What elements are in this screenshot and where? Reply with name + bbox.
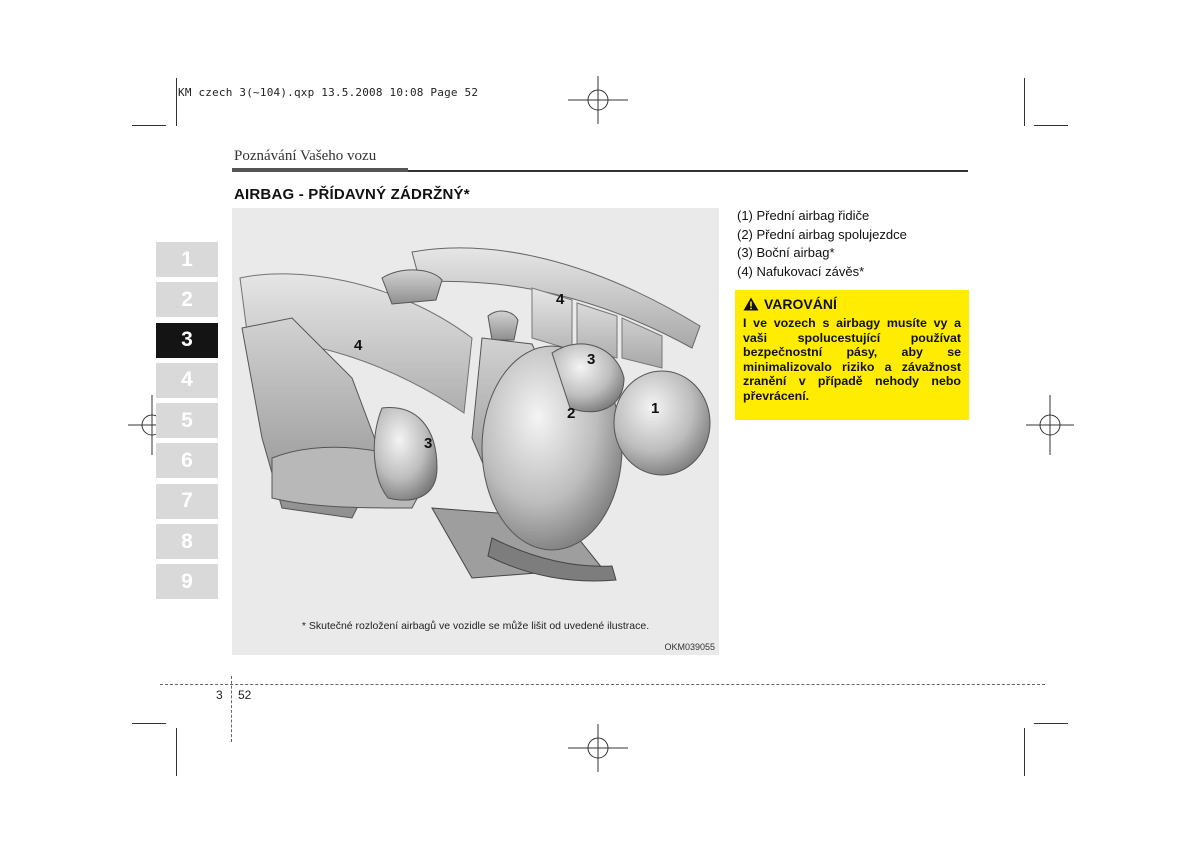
crop-mark	[176, 78, 177, 126]
callout-label: 4	[354, 337, 363, 354]
chapter-tab-1[interactable]: 1	[156, 242, 218, 277]
section-header: Poznávání Vašeho vozu	[234, 148, 377, 164]
crop-mark	[1024, 78, 1025, 126]
registration-mark-right	[1026, 395, 1074, 455]
warning-triangle-icon	[743, 297, 759, 311]
crop-mark	[1034, 125, 1068, 126]
chapter-tab-9[interactable]: 9	[156, 564, 218, 599]
callout-label: 1	[651, 400, 660, 417]
crop-mark	[1024, 728, 1025, 776]
callout-label: 2	[567, 405, 576, 422]
warning-title-row	[743, 296, 961, 312]
crop-mark	[132, 125, 166, 126]
warning-body: I ve vozech s airbagy musíte vy a vaši spolucestující používat bezpečnostní pásy, aby se minimalizovalo riziko a závažnost zranění v případě nehody nebo převrácení.	[743, 316, 961, 403]
legend-item: (3) Boční airbag*	[737, 245, 835, 260]
legend-item: (1) Přední airbag řidiče	[737, 208, 870, 223]
warning-box	[735, 290, 969, 420]
airbag-drawing	[232, 208, 719, 655]
footer-divider	[231, 676, 232, 742]
page-number: 52	[238, 688, 252, 702]
figure-note: * Skutečné rozložení airbagů ve vozidle se může lišit od uvedené ilustrace.	[301, 620, 650, 632]
chapter-tab-4[interactable]: 4	[156, 363, 218, 398]
legend-item: (4) Nafukovací závěs*	[737, 263, 865, 279]
legend-item: (2) Přední airbag spolujezdce	[737, 226, 907, 242]
registration-mark-top	[568, 76, 628, 124]
registration-mark-bottom	[568, 724, 628, 772]
crop-mark	[1034, 723, 1068, 724]
chapter-tab-8[interactable]: 8	[156, 524, 218, 559]
chapter-tab-6[interactable]: 6	[156, 443, 218, 478]
airbag-illustration	[232, 208, 719, 655]
callout-label: 3	[587, 351, 596, 368]
print-header: KM czech 3(~104).qxp 13.5.2008 10:08 Page 52	[178, 86, 479, 99]
chapter-tabs	[156, 242, 218, 605]
page-chapter-number: 3	[216, 688, 223, 702]
callout-label: 4	[556, 291, 565, 308]
crop-mark	[176, 728, 177, 776]
callout-label: 3	[424, 435, 433, 452]
legend	[737, 207, 907, 281]
chapter-tab-2[interactable]: 2	[156, 282, 218, 317]
driver-airbag	[614, 371, 710, 475]
chapter-tab-3[interactable]: 3	[156, 323, 218, 358]
footer-rule	[160, 684, 1045, 685]
header-rule	[232, 168, 408, 172]
crop-mark	[132, 723, 166, 724]
header-rule	[408, 170, 968, 172]
chapter-tab-7[interactable]: 7	[156, 484, 218, 519]
warning-title: VAROVÁNÍ	[764, 296, 837, 312]
chapter-tab-5[interactable]: 5	[156, 403, 218, 438]
figure-code: OKM039055	[664, 642, 715, 652]
side-airbag-rear	[374, 408, 437, 501]
page-title: AIRBAG - PŘÍDAVNÝ ZÁDRŽNÝ*	[234, 186, 470, 203]
